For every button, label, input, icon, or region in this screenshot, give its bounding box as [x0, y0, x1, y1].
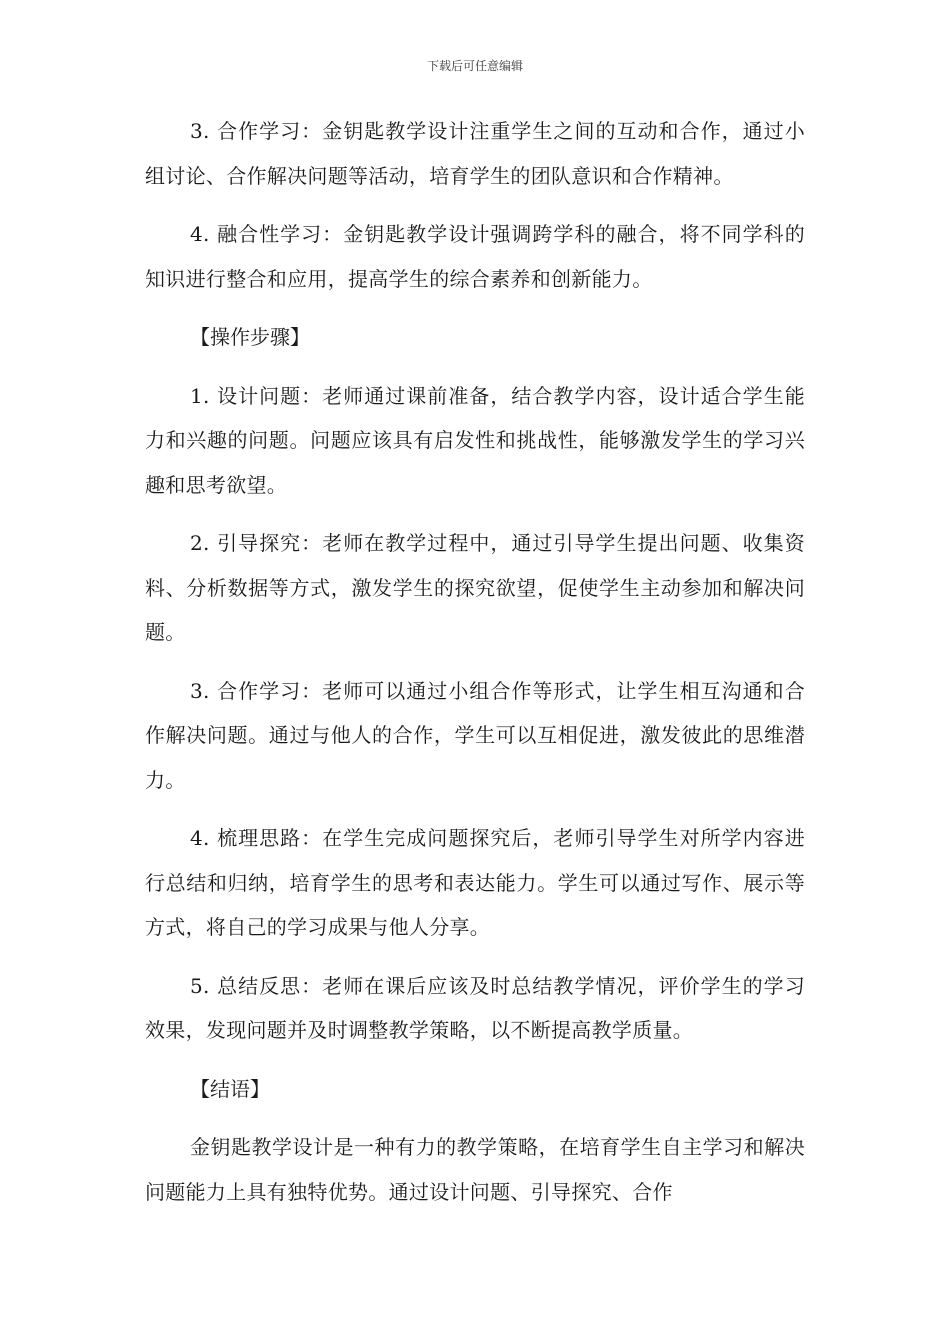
- document-body: [145, 109, 805, 1228]
- paragraph-step-guided-inquiry: 2. 引导探究：老师在教学过程中，通过引导学生提出问题、收集资料、分析数据等方式，激发学生的探究欲望，促使学生主动参加和解决问题。: [145, 531, 805, 644]
- paragraph-step-organize-thinking: 4. 梳理思路：在学生完成问题探究后，老师引导学生对所学内容进行总结和归纳，培育学生的思考和表达能力。学生可以通过写作、展示等方式，将自己的学习成果与他人分享。: [145, 826, 805, 939]
- paragraph-step-design-questions: 1. 设计问题：老师通过课前准备，结合教学内容，设计适合学生能力和兴趣的问题。问题应该具有启发性和挑战性，能够激发学生的学习兴趣和思考欲望。: [145, 383, 805, 497]
- paragraph-integrative-learning: 4. 融合性学习：金钥匙教学设计强调跨学科的融合，将不同学科的知识进行整合和应用，提高学生的综合素养和创新能力。: [145, 222, 805, 291]
- section-heading-steps: 【操作步骤】: [190, 325, 310, 349]
- paragraph-step-cooperative-learning: 3. 合作学习：老师可以通过小组合作等形式，让学生相互沟通和合作解决问题。通过与他人的合作，学生可以互相促进，激发彼此的思维潜力。: [145, 678, 805, 792]
- paragraph-cooperative-learning: 3. 合作学习：金钥匙教学设计注重学生之间的互动和合作，通过小组讨论、合作解决问题等活动，培育学生的团队意识和合作精神。: [145, 119, 805, 188]
- paragraph-conclusion: 金钥匙教学设计是一种有力的教学策略，在培育学生自主学习和解决问题能力上具有独特优势。通过设计问题、引导探究、合作: [145, 1135, 805, 1204]
- page-header: 下载后可任意编辑: [426, 59, 523, 73]
- paragraph-step-summary-reflection: 5. 总结反思：老师在课后应该及时总结教学情况，评价学生的学习效果，发现问题并及时调整教学策略，以不断提高教学质量。: [145, 973, 805, 1042]
- section-heading-conclusion: 【结语】: [190, 1076, 270, 1101]
